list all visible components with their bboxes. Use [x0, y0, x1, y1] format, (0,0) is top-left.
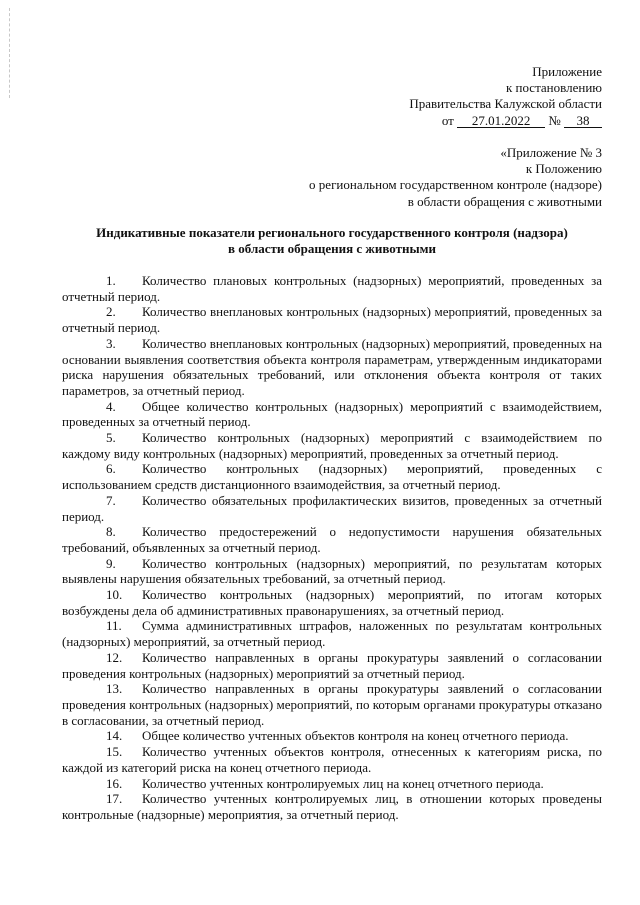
indicator-text: Количество предостережений о недопустимости нарушения обязательных требований, объявленных за отчетный период.	[62, 524, 602, 555]
decree-date: 27.01.2022	[457, 114, 545, 128]
header-line: Правительства Калужской области	[409, 96, 602, 112]
indicator-text: Количество контрольных (надзорных) мероприятий, проведенных с использованием средств дистанционного взаимодействия, за отчетный период.	[62, 461, 602, 493]
indicator-number: 3.	[106, 335, 116, 351]
indicator-number: 11.	[106, 618, 122, 634]
reference-line: «Приложение № 3	[500, 145, 602, 160]
date-prefix: от	[441, 112, 454, 128]
indicator-number: 17.	[106, 791, 123, 807]
indicator-item	[62, 399, 602, 430]
reference-line: о региональном государственном контроле (надзоре)	[309, 177, 602, 193]
margin-line	[9, 8, 11, 98]
decree-number: 38	[564, 114, 602, 128]
indicator-text: Количество направленных в органы прокуратуры заявлений о согласовании проведения контрольных (надзорных) мероприятий, по которым органами прокуратуры отказано в согласовании, за отчетный период.	[62, 681, 602, 728]
indicator-number: 4.	[106, 398, 116, 414]
indicator-item	[62, 776, 602, 792]
indicator-item	[62, 587, 602, 618]
indicator-number: 14.	[106, 728, 123, 744]
indicator-item	[62, 618, 602, 649]
indicator-text: Общее количество контрольных (надзорных) мероприятий с взаимодействием, проведенных за отчетный период.	[62, 398, 602, 430]
indicator-text: Количество внеплановых контрольных (надзорных) мероприятий, проведенных на основании выявления соответствия объекта контроля параметрам, утвержденным индикаторами риска нарушения обязательных требований, или отклонения объекта контроля от таких параметров, за отчетный период.	[62, 335, 602, 398]
document-title	[60, 225, 604, 257]
indicator-number: 1.	[106, 273, 116, 288]
indicator-item	[62, 681, 602, 728]
indicator-item	[62, 791, 602, 822]
indicator-list	[62, 273, 602, 823]
indicator-item	[62, 650, 602, 681]
indicator-number: 8.	[106, 524, 116, 540]
indicator-number: 15.	[106, 744, 123, 760]
indicator-item	[62, 304, 602, 335]
title-line-2: в области обращения с животными	[228, 241, 436, 257]
indicator-item	[62, 728, 602, 744]
header-line: к постановлению	[505, 80, 602, 96]
indicator-text: Количество внеплановых контрольных (надзорных) мероприятий, проведенных за отчетный период.	[62, 304, 602, 336]
indicator-text: Сумма административных штрафов, наложенных по результатам контрольных (надзорных) мероприятий, за отчетный период.	[62, 618, 602, 650]
indicator-number: 12.	[106, 649, 123, 665]
indicator-text: Количество плановых контрольных (надзорных) мероприятий, проведенных за отчетный период.	[62, 273, 602, 304]
indicator-item	[62, 524, 602, 555]
indicator-number: 5.	[106, 430, 116, 446]
indicator-number: 6.	[106, 461, 116, 477]
indicator-text: Количество учтенных контролируемых лиц, в отношении которых проведены контрольные (надзорные) мероприятия, за отчетный период.	[62, 791, 602, 822]
indicator-number: 13.	[106, 681, 123, 697]
indicator-number: 9.	[106, 555, 116, 571]
indicator-text: Количество контрольных (надзорных) мероприятий с взаимодействием по каждому виду контрольных (надзорных) мероприятий, проведенных за отчетный период.	[62, 430, 602, 461]
indicator-item	[62, 430, 602, 461]
indicator-text: Количество учтенных объектов контроля, отнесенных к категориям риска, по каждой из категорий риска на конец отчетного периода.	[62, 744, 602, 775]
indicator-item	[62, 461, 602, 492]
reference-line: к Положению	[525, 161, 602, 177]
indicator-number: 7.	[106, 492, 116, 508]
indicator-text: Количество контрольных (надзорных) мероприятий, по результатам которых выявлены нарушения обязательных требований, за отчетный период.	[62, 555, 602, 587]
indicator-text: Общее количество учтенных объектов контроля на конец отчетного периода.	[142, 728, 569, 744]
appendix-reference	[309, 145, 602, 210]
indicator-item	[62, 493, 602, 524]
indicator-text: Количество обязательных профилактических визитов, проведенных за отчетный период.	[62, 492, 602, 524]
indicator-text: Количество учтенных контролируемых лиц на конец отчетного периода.	[142, 775, 544, 791]
indicator-item	[62, 336, 602, 399]
indicator-text: Количество контрольных (надзорных) мероприятий, по итогам которых возбуждены дела об административных правонарушениях, за отчетный период.	[62, 587, 602, 618]
header-line: Приложение	[532, 64, 602, 79]
indicator-item	[62, 273, 602, 304]
indicator-text: Количество направленных в органы прокуратуры заявлений о согласовании проведения контрольных (надзорных) мероприятий за отчетный период.	[62, 649, 602, 681]
header-date-line	[409, 113, 602, 129]
reference-line: в области обращения с животными	[407, 193, 602, 209]
number-sign: №	[548, 112, 561, 128]
indicator-number: 16.	[106, 775, 123, 791]
indicator-number: 2.	[106, 304, 116, 320]
title-line-1: Индикативные показатели регионального государственного контроля (надзора)	[96, 225, 568, 240]
indicator-number: 10.	[106, 587, 123, 603]
appendix-header	[409, 64, 602, 129]
indicator-item	[62, 744, 602, 775]
indicator-item	[62, 556, 602, 587]
